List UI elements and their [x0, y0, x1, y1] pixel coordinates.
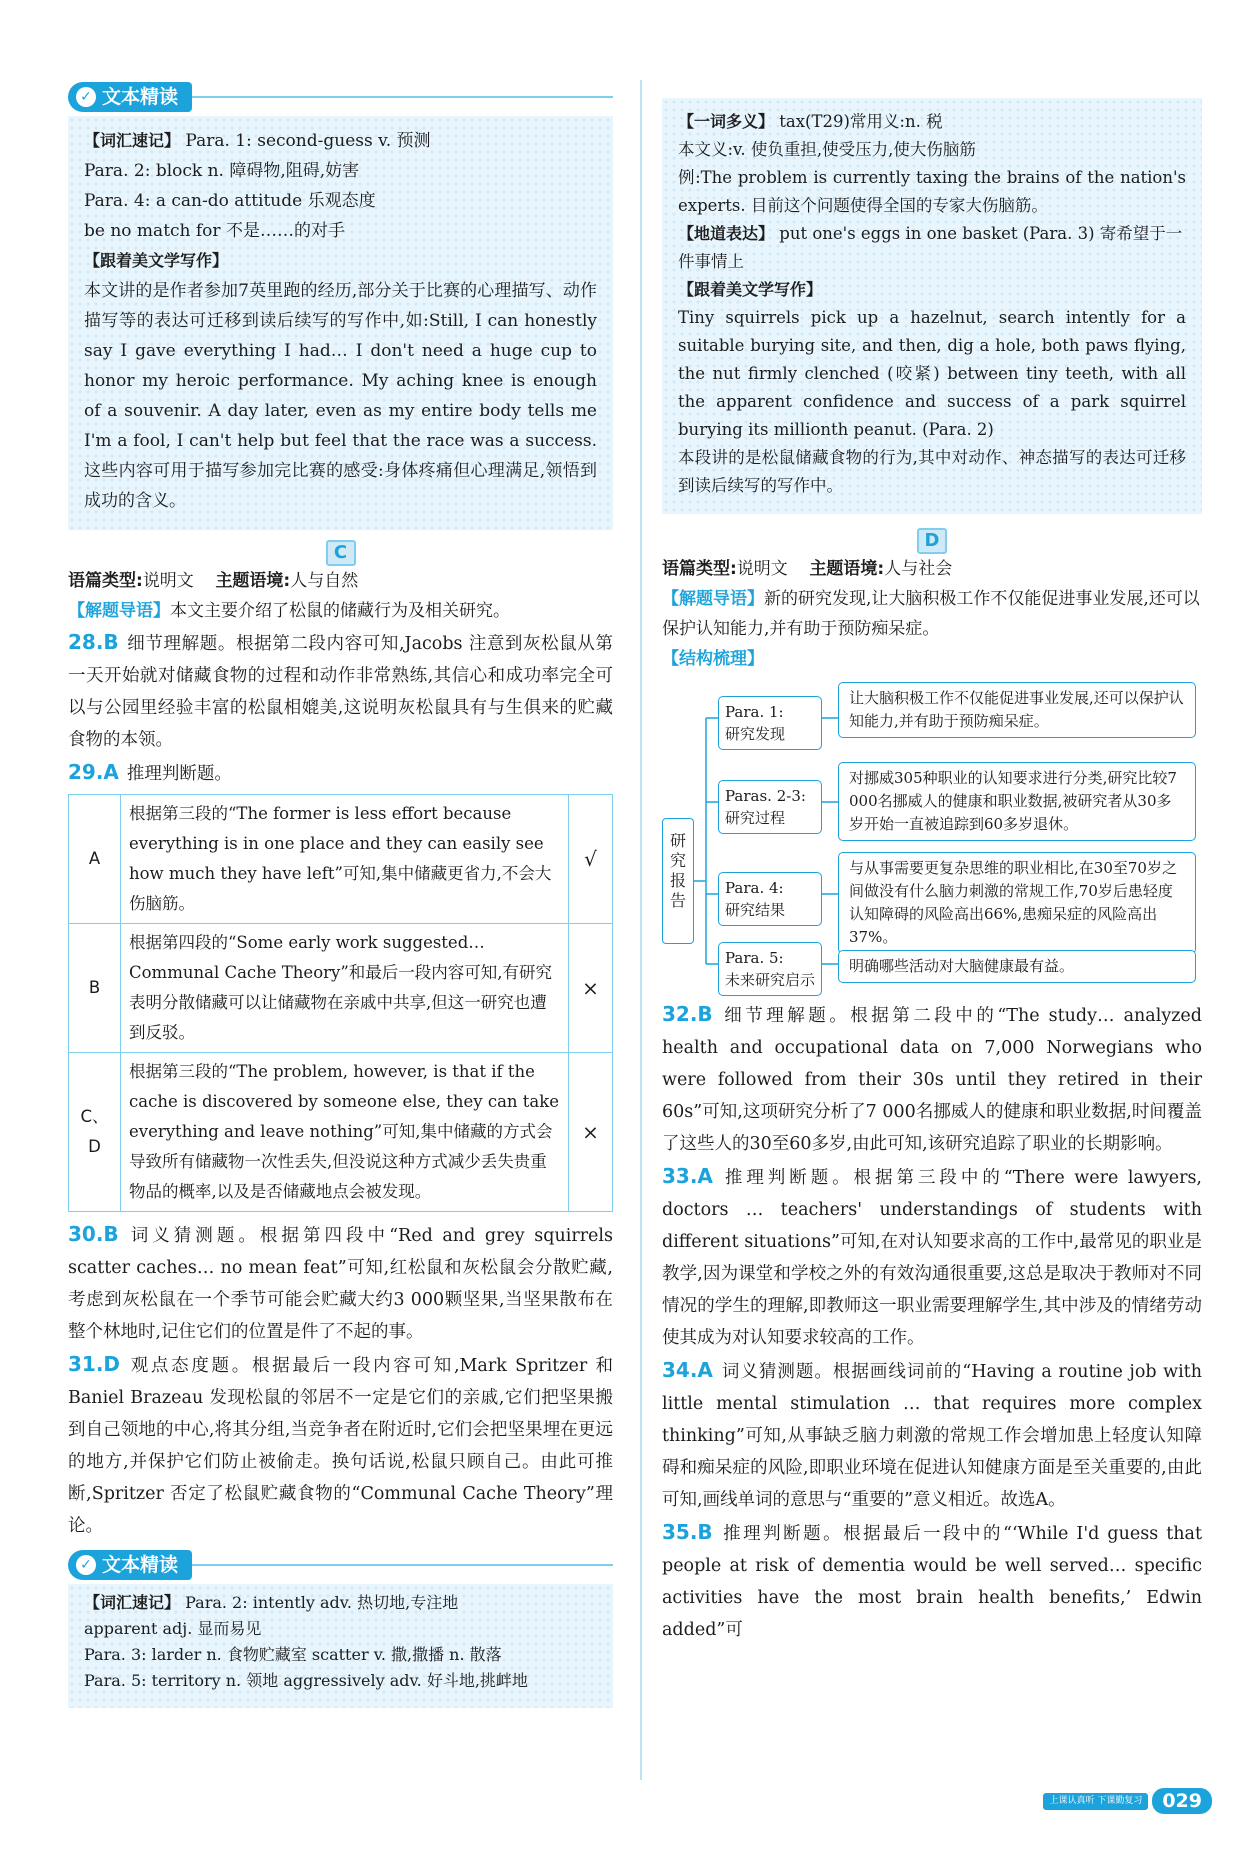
map-node: Para. 1: 研究发现 [718, 696, 822, 750]
option-row: A 根据第三段的“The former is less effort because everything is in one place and they can easily see how much they have left”可知,集中储藏更省力,不会大伤脑筋。 √ [69, 795, 613, 924]
map-leaf: 让大脑积极工作不仅能促进事业发展,还可以保护认知能力,并有助于预防痴呆症。 [838, 682, 1196, 738]
map-node: Para. 4: 研究结果 [718, 872, 822, 926]
options-table [68, 794, 613, 1212]
section-badge [68, 1550, 192, 1580]
question-34: 34.A 词义猜测题。根据画线词前的“Having a routine job with little mental stimulation … that requires more complex thinking”可知,从事缺乏脑力刺激的常规工作会增加患上轻度认知障碍和痴呆症的风险,即职业环境在促进认知健康方面是至关重要的,由此可知,画线单词的意思与“重要的”意义相近。故选A。 [662, 1358, 1202, 1510]
question-29: 29.A 推理判断题。 [68, 760, 232, 784]
map-node: Paras. 2-3: 研究过程 [718, 780, 822, 834]
section-title: 文本精读 [102, 1554, 179, 1576]
cross-mark: × [569, 1053, 613, 1212]
question-35: 35.B 推理判断题。根据最后一段中的“‘While I'd guess that people at risk of dementia would be well served… specific activities have the most brain health benefits,’ Edwin added”可 [662, 1520, 1202, 1640]
footer-tag: 上课认真听 下课勤复习 [1043, 1793, 1148, 1810]
vocab-box [68, 116, 613, 530]
vocab-line: be no match for 不是……的对手 [84, 221, 345, 241]
passage-letter: C [326, 540, 356, 566]
passage-meta: 语篇类型:说明文 主题语境:人与自然 [68, 571, 359, 591]
map-root: 研究报告 [662, 818, 694, 944]
vocab-label: 【词汇速记】 [84, 131, 181, 150]
question-33: 33.A 推理判断题。根据第三段中的“There were lawyers, doctors … teachers' understandings of students with different situations”可知,在对认知要求高的工作中,最常见的职业是教学,因为课堂和学校之外的有效沟通很重要,这总是取决于教师对不同情况的学生的理解,即教师这一职业需要理解学生,其中涉及的情绪劳动使其成为对认知要求较高的工作。 [662, 1164, 1202, 1348]
question-31: 31.D 观点态度题。根据最后一段内容可知,Mark Spritzer 和 Baniel Brazeau 发现松鼠的邻居不一定是它们的亲戚,它们把坚果搬到自己领地的中心,将其分组,当竞争者在附近时,它们会把坚果埋在更远的地方,并保护它们防止被偷走。换句话说,松鼠只顾自己。由此可推断,Spritzer 否定了松鼠贮藏食物的“Communal Cache Theory”理论。 [68, 1352, 613, 1536]
check-icon: ✓ [76, 87, 96, 107]
left-column [68, 82, 613, 1708]
map-node: Para. 5: 未来研究启示 [718, 942, 822, 996]
section-header [68, 1550, 613, 1580]
vocab-line: Para. 2: block n. 障碍物,阻碍,妨害 [84, 161, 360, 181]
option-row: C、D 根据第三段的“The problem, however, is that if the cache is discovered by someone else, they can take everything and leave nothing”可知,集中储藏的方式会导致所有储藏物一次性丢失,但没说这种方式减少丢失贵重物品的概率,以及是否储藏地点会被发现。 × [69, 1053, 613, 1212]
map-leaf: 明确哪些活动对大脑健康最有益。 [838, 950, 1196, 983]
question-28: 28.B 细节理解题。根据第二段内容可知,Jacobs 注意到灰松鼠从第一天开始就对储藏食物的过程和动作非常熟练,其信心和成功率完全可以与公园里经验丰富的松鼠相媲美,这说明灰松鼠具有与生俱来的贮藏食物的本领。 [68, 630, 613, 750]
notes-box: 【一词多义】 tax(T29)常用义:n. 税 本文义:v. 使负重担,使受压力,使大伤脑筋 例:The problem is currently taxing the brains of the nation's experts. 目前这个问题使得全国的专家大伤脑筋。 【地道表达】 put one's eggs in one basket (Para. 3) 寄希望于一件事情上 【跟着美文学写作】 Tiny squirrels pick up a hazelnut, search intently for a suitable burying site, and then, dig a hole, both paws flying, the nut firmly clenched (咬紧) between tiny teeth, with all the apparent confidence and success of a park squirrel burying its millionth peanut. (Para. 2) 本段讲的是松鼠储藏食物的行为,其中对动作、神态描写的表达可迁移到读后续写的写作中。 [662, 98, 1202, 514]
page-footer [1043, 1788, 1212, 1814]
vocab-box-2: 【词汇速记】 Para. 2: intently adv. 热切地,专注地 apparent adj. 显而易见 Para. 3: larder n. 食物贮藏室 scatter v. 撒,撒播 n. 散落 Para. 5: territory n. 领地 aggressively adv. 好斗地,挑衅地 [68, 1584, 613, 1708]
section-title: 文本精读 [102, 86, 179, 108]
passage-letter: D [917, 528, 947, 554]
section-badge [68, 82, 192, 112]
question-30: 30.B 词义猜测题。根据第四段中“Red and grey squirrels scatter caches… no mean feat”可知,红松鼠和灰松鼠会分散贮藏,考虑到灰松鼠在一个季节可能会贮藏大约3 000颗坚果,当坚果散布在整个林地时,记住它们的位置是件了不起的事。 [68, 1222, 613, 1342]
right-column [662, 98, 1202, 1646]
section-header [68, 82, 613, 112]
map-leaf: 与从事需要更复杂思维的职业相比,在30至70岁之间做没有什么脑力刺激的常规工作,70岁后患轻度认知障碍的风险高出66%,患痴呆症的风险高出37%。 [838, 852, 1196, 954]
vocab-line: Para. 4: a can-do attitude 乐观态度 [84, 191, 376, 211]
cross-mark: × [569, 924, 613, 1053]
check-icon: ✓ [76, 1555, 96, 1575]
write-label: 【跟着美文学写作】 [84, 251, 229, 270]
question-32: 32.B 细节理解题。根据第二段中的“The study… analyzed health and occupational data on 7,000 Norwegians who were followed from their 30s until they retired in their 60s”可知,这项研究分析了7 000名挪威人的健康和职业数据,时间覆盖了这些人的30至60多岁,由此可知,该研究追踪了职业的长期影响。 [662, 1002, 1202, 1154]
vocab-line: Para. 1: second-guess v. 预测 [185, 131, 431, 151]
map-leaf: 对挪威305种职业的认知要求进行分类,研究比较7 000名挪威人的健康和职业数据,被研究者从30多岁开始一直被追踪到60多岁退休。 [838, 762, 1196, 841]
check-mark: √ [569, 795, 613, 924]
passage-meta: 语篇类型:说明文 主题语境:人与社会 [662, 559, 953, 579]
write-text: 本文讲的是作者参加7英里跑的经历,部分关于比赛的心理描写、动作描写等的表达可迁移到读后续写的写作中,如:Still, I can honestly say I gave everything I had… I don't need a huge cup to honor my heroic performance. My aching knee is enough of a souvenir. A day later, even as my entire body tells me I'm a fool, I can't help but feel that the race was a success. 这些内容可用于描写参加完比赛的感受:身体疼痛但心理满足,领悟到成功的含义。 [84, 281, 597, 511]
guide: 【解题导语】本文主要介绍了松鼠的储藏行为及相关研究。 [68, 601, 510, 621]
page-number: 029 [1152, 1788, 1212, 1814]
column-divider [640, 80, 642, 1780]
guide: 【解题导语】新的研究发现,让大脑积极工作不仅能促进事业发展,还可以保护认知能力,并有助于预防痴呆症。 [662, 589, 1200, 639]
structure-map [662, 682, 1202, 992]
option-row: B 根据第四段的“Some early work suggested… Communal Cache Theory”和最后一段内容可知,有研究表明分散储藏可以让储藏物在亲戚中共享,但这一研究也遭到反驳。 × [69, 924, 613, 1053]
structure-label: 【结构梳理】 [662, 649, 764, 669]
